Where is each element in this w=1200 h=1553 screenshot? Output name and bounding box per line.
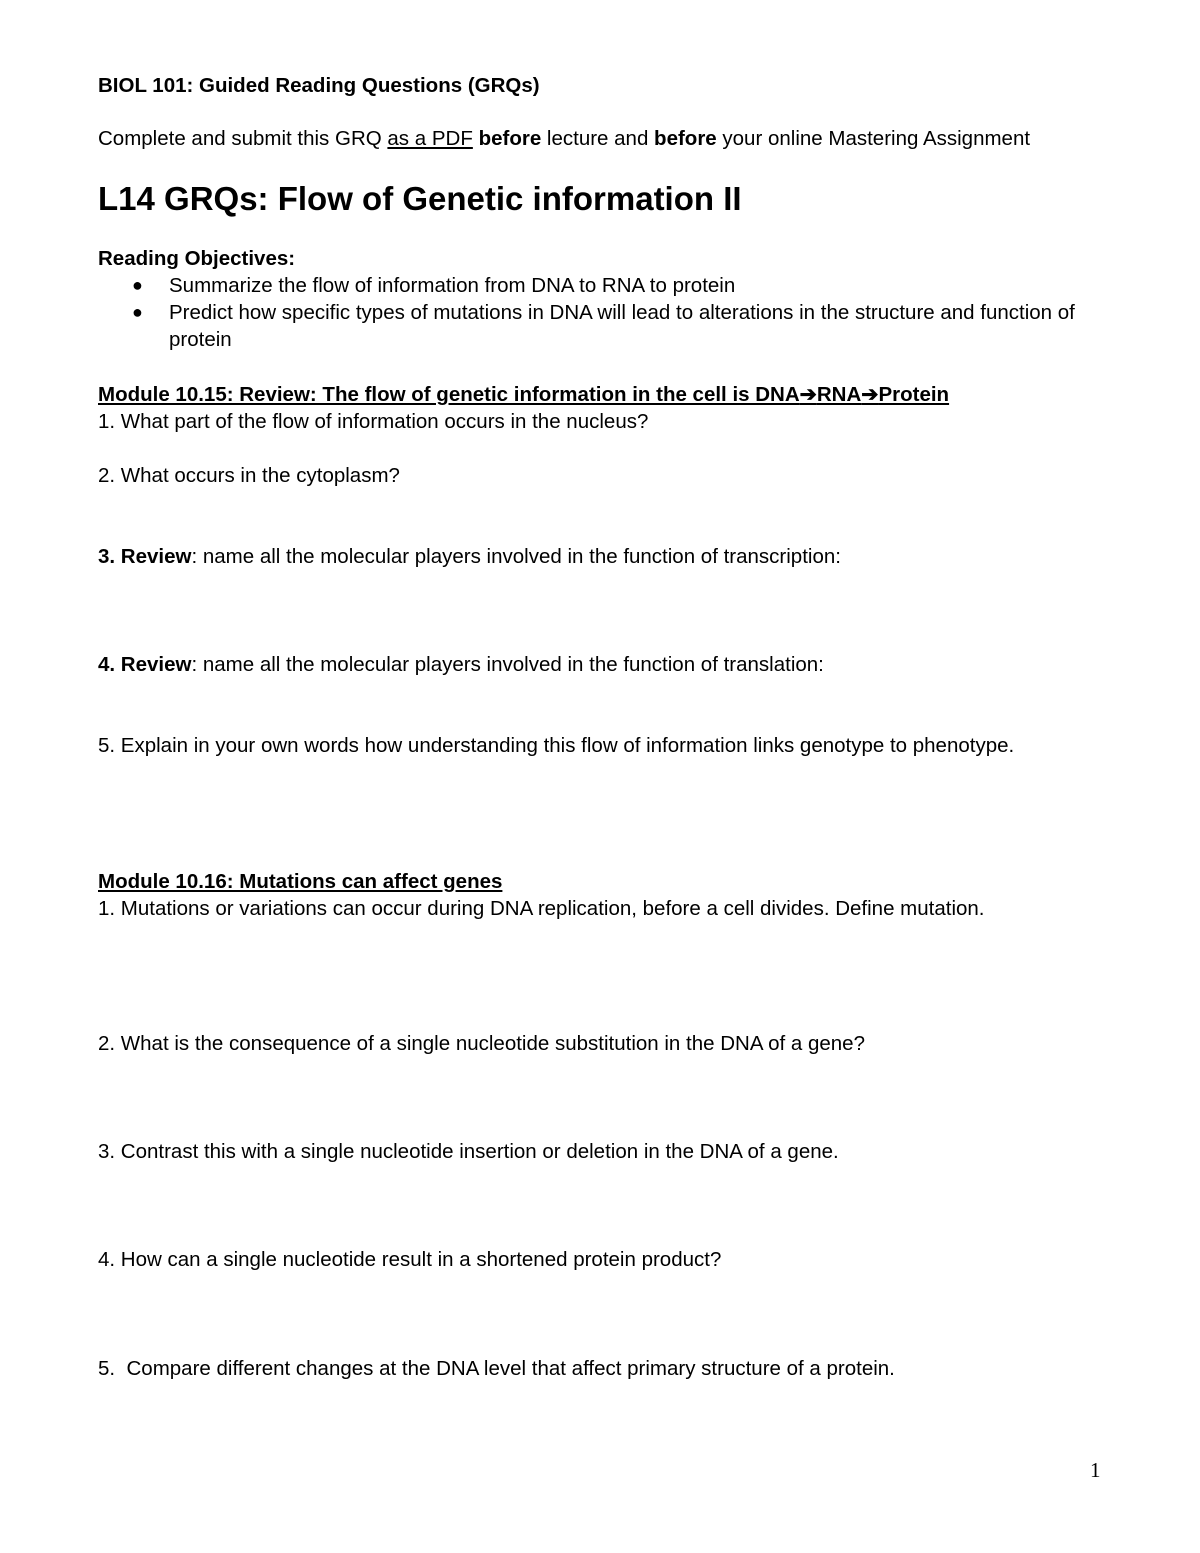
question-text: : name all the molecular players involved in the function of translation: [191, 653, 824, 676]
objectives-list [98, 272, 1108, 353]
bullet-icon: ● [132, 275, 143, 295]
objective-item [98, 272, 1108, 299]
question-shortened-protein: 4. How can a single nucleotide result in a shortened protein product? [98, 1248, 722, 1271]
question-substitution: 2. What is the consequence of a single nucleotide substitution in the DNA of a gene? [98, 1032, 865, 1055]
question-define-mutation: 1. Mutations or variations can occur during DNA replication, before a cell divides. Define mutation. [98, 897, 985, 920]
question-genotype-phenotype: 5. Explain in your own words how understanding this flow of information links genotype to phenotype. [98, 734, 1015, 757]
instructions-text-3: your online Mastering Assignment [716, 127, 1031, 150]
module-10-15-heading [98, 381, 949, 408]
objective-text: Summarize the flow of information from DNA to RNA to protein [169, 274, 736, 297]
module-heading-protein: Protein [878, 383, 950, 406]
question-translation [98, 651, 824, 678]
instructions-text-1: Complete and submit this GRQ [98, 127, 388, 150]
question-nucleus: 1. What part of the flow of information occurs in the nucleus? [98, 410, 649, 433]
objective-text: Predict how specific types of mutations in DNA will lead to alterations in the structure and function of protein [169, 301, 1075, 351]
module-10-16-heading: Module 10.16: Mutations can affect genes [98, 870, 503, 893]
bullet-icon: ● [132, 302, 143, 322]
objectives-heading: Reading Objectives: [98, 247, 296, 270]
question-primary-structure: 5. Compare different changes at the DNA level that affect primary structure of a protein. [98, 1357, 895, 1380]
before-emphasis-2: before [654, 127, 717, 150]
arrow-icon: ➔ [799, 383, 817, 406]
question-transcription [98, 543, 841, 570]
page-title: L14 GRQs: Flow of Genetic information II [98, 180, 742, 217]
arrow-icon: ➔ [861, 383, 879, 406]
document-header: BIOL 101: Guided Reading Questions (GRQs) [98, 74, 540, 97]
question-text: : name all the molecular players involved in the function of transcription: [191, 545, 841, 568]
module-heading-rna: RNA [816, 383, 862, 406]
pdf-link[interactable]: as a PDF [387, 127, 473, 150]
question-label: 3. Review [98, 545, 192, 568]
question-label: 4. Review [98, 653, 192, 676]
question-cytoplasm: 2. What occurs in the cytoplasm? [98, 464, 400, 487]
before-emphasis-1: before [478, 127, 542, 150]
instructions-text-2: lecture and [541, 127, 655, 150]
instructions [98, 125, 1030, 152]
page-number: 1 [1090, 1458, 1101, 1482]
objective-item [98, 299, 1108, 353]
question-insertion-deletion: 3. Contrast this with a single nucleotide insertion or deletion in the DNA of a gene. [98, 1140, 839, 1163]
module-heading-text: Module 10.15: Review: The flow of genetic information in the cell is DNA [98, 383, 800, 406]
